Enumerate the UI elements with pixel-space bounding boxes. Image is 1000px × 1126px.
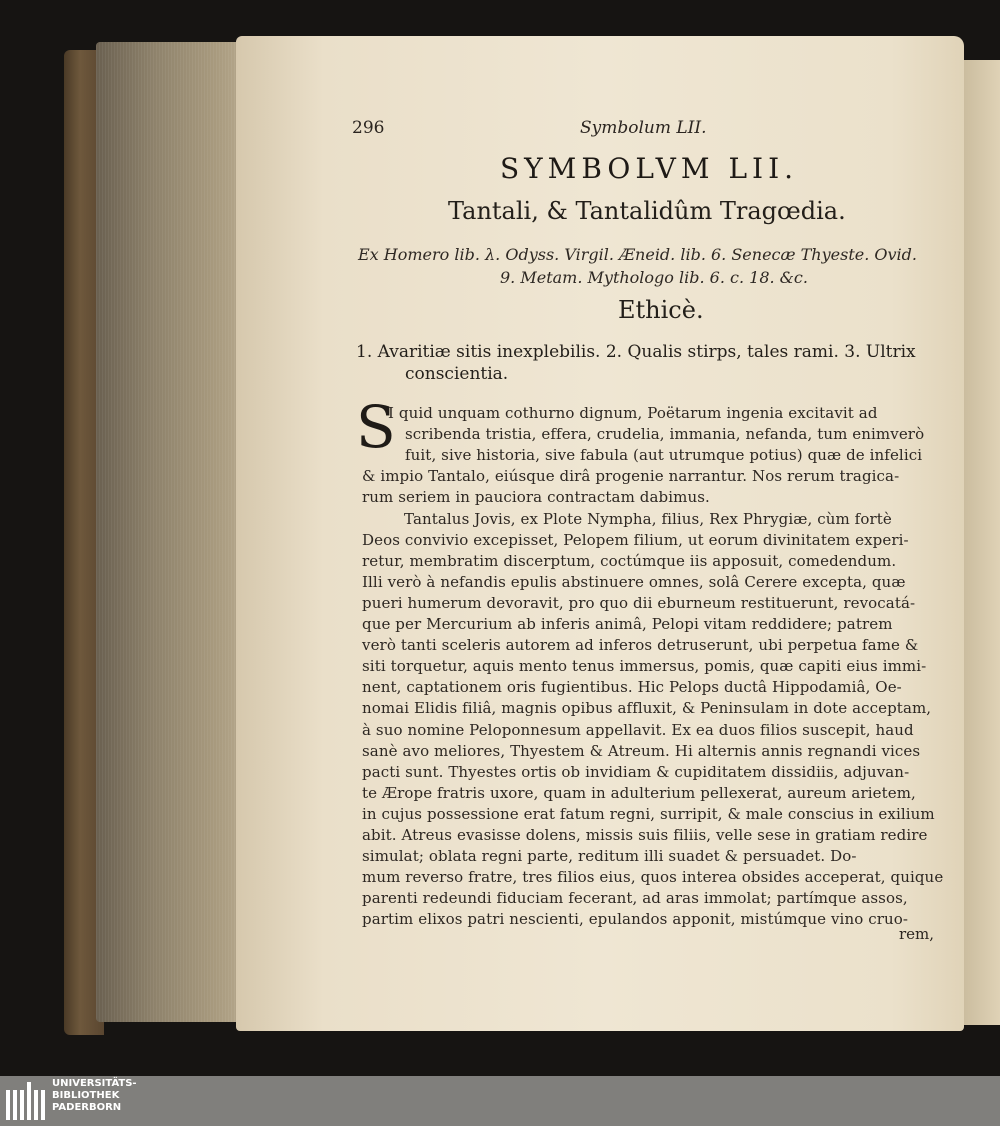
body-line: simulat; oblata regni parte, reditum illi suadet & persuadet. Do- <box>362 847 857 866</box>
body-line: siti torquetur, aquis mento tenus immersus, pomis, quæ capiti eius immi- <box>362 657 927 676</box>
body-line: te Ærope fratris uxore, quam in adulterium pellexerat, aureum arietem, <box>362 783 916 802</box>
body-line: Tantalus Jovis, ex Plote Nympha, filius, Rex Phrygiæ, cùm fortè <box>404 509 892 528</box>
body-line: & impio Tantalo, eiúsque dirâ progenie narrantur. Nos rerum tragica- <box>362 467 900 486</box>
facing-page-edge <box>964 60 1000 1025</box>
body-line: nent, captationem oris fugientibus. Hic Pelops ductâ Hippodamiâ, Oe- <box>362 678 902 697</box>
chapter-heading: SYMBOLVM LII. <box>500 152 799 185</box>
body-line: nomai Elidis filiâ, magnis opibus affluxit, & Peninsulam in dote acceptam, <box>362 699 932 718</box>
body-line: partim elixos patri nescienti, epulandos apponit, mistúmque vino cruo- <box>362 910 909 929</box>
ethics-line: 1. Avaritiæ sitis inexplebilis. 2. Qualis stirps, tales rami. 3. Ultrix <box>356 342 916 362</box>
source-line: 9. Metam. Mythologo lib. 6. c. 18. &c. <box>500 268 808 287</box>
body-line: verò tanti sceleris autorem ad inferos detruserunt, ubi perpetua fame & <box>362 636 919 655</box>
body-line: sanè avo meliores, Thyestem & Atreum. Hi alternis annis regnandi vices <box>362 741 921 760</box>
running-title: Symbolum LII. <box>580 118 707 138</box>
body-line: in cujus possessione erat fatum regni, surripit, & male conscius in exilium <box>362 804 935 823</box>
library-name-line: PADERBORN <box>52 1102 122 1113</box>
body-line: que per Mercurium ab inferis animâ, Pelopi vitam reddidere; patrem <box>362 615 893 633</box>
body-line: I quid unquam cothurno dignum, Poëtarum ingenia excitavit ad <box>388 404 878 422</box>
body-line: mum reverso fratre, tres filios eius, quos interea obsides acceperat, quique <box>362 868 944 887</box>
source-line: Ex Homero lib. λ. Odyss. Virgil. Æneid. lib. 6. Senecæ Thyeste. Ovid. <box>358 245 917 264</box>
body-line: pueri humerum devoravit, pro quo dii eburneum restituerunt, revocatá- <box>362 593 916 612</box>
body-line: scribenda tristia, effera, crudelia, immania, nefanda, tum enimverò <box>405 425 925 444</box>
section-heading: Ethicè. <box>618 296 704 324</box>
library-footer <box>0 1076 1000 1126</box>
body-line: parenti redeundi fiduciam fecerant, ad aras immolat; partímque assos, <box>362 889 908 908</box>
ethics-line: conscientia. <box>405 364 509 384</box>
page-number: 296 <box>352 118 385 138</box>
body-line: abit. Atreus evasisse dolens, missis suis filiis, velle sese in gratiam redire <box>362 826 928 844</box>
body-line: rum seriem in pauciora contractam dabimus. <box>362 488 710 507</box>
body-line: retur, membratim discerptum, coctúmque iis apposuit, comedendum. <box>362 551 897 570</box>
chapter-subtitle: Tantali, & Tantalidûm Tragœdia. <box>448 197 846 225</box>
body-line: à suo nomine Peloponnesum appellavit. Ex ea duos filios suscepit, haud <box>362 720 914 739</box>
library-name <box>52 1078 137 1114</box>
body-line: Illi verò à nefandis epulis abstinuere omnes, solâ Cerere excepta, quæ <box>362 572 906 591</box>
library-logo-icon <box>6 1082 46 1120</box>
body-line: pacti sunt. Thyestes ortis ob invidiam & cupiditatem dissidiis, adjuvan- <box>362 762 910 781</box>
library-name-line: BIBLIOTHEK <box>52 1090 120 1101</box>
body-line: Deos convivio excepisset, Pelopem filium, ut eorum divinitatem experi- <box>362 530 909 549</box>
catchword: rem, <box>898 925 934 943</box>
body-line: fuit, sive historia, sive fabula (aut utrumque potius) quæ de infelici <box>405 446 923 465</box>
drop-capital: S <box>356 393 396 461</box>
library-name-line: UNIVERSITÄTS- <box>52 1078 137 1089</box>
